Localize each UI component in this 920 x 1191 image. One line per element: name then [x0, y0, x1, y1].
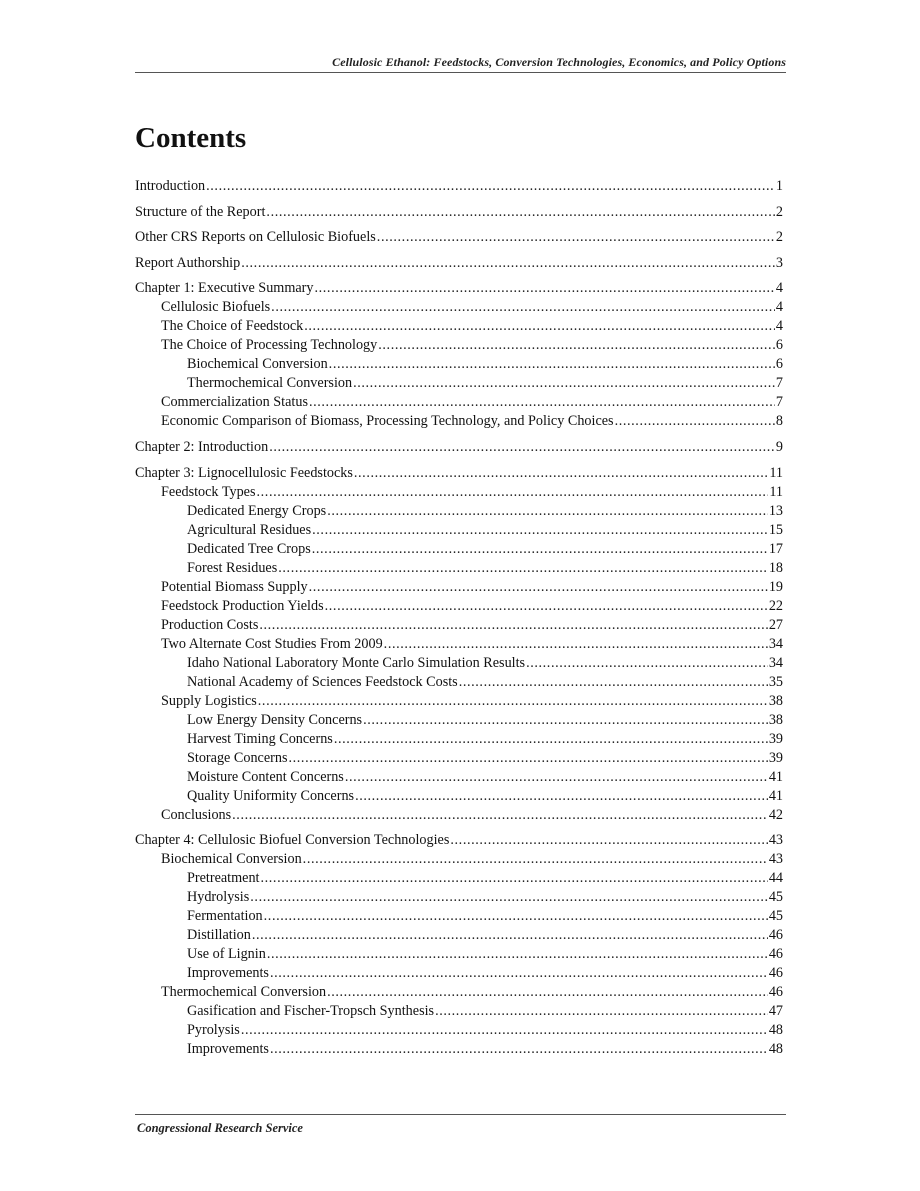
toc-entry[interactable] [135, 393, 783, 412]
toc-entry-page-number: 46 [768, 984, 783, 1001]
toc-entry-page-number: 19 [768, 578, 783, 595]
toc-entry[interactable] [135, 926, 783, 945]
toc-entry[interactable] [135, 228, 783, 247]
toc-entry-label: Harvest Timing Concerns [187, 730, 333, 747]
toc-dot-leader [267, 945, 768, 964]
toc-dot-leader [257, 483, 769, 502]
toc-dot-leader [206, 177, 775, 196]
toc-entry-page-number: 22 [768, 597, 783, 614]
toc-entry-page-number: 34 [768, 654, 783, 671]
toc-entry-label: Distillation [187, 927, 251, 944]
toc-dot-leader [259, 616, 767, 635]
toc-entry-label: Structure of the Report [135, 203, 266, 220]
toc-entry[interactable] [135, 888, 783, 907]
toc-dot-leader [325, 597, 768, 616]
toc-dot-leader [270, 1040, 768, 1059]
toc-entry-label: Economic Comparison of Biomass, Processing Technology, and Policy Choices [161, 413, 614, 430]
toc-dot-leader [450, 831, 767, 850]
toc-entry-label: Forest Residues [187, 559, 278, 576]
toc-entry-page-number: 4 [775, 280, 783, 297]
toc-dot-leader [354, 464, 768, 483]
toc-entry[interactable] [135, 711, 783, 730]
toc-entry-page-number: 43 [768, 832, 783, 849]
toc-entry-page-number: 34 [768, 635, 783, 652]
toc-entry-page-number: 6 [775, 356, 783, 373]
toc-entry-label: Idaho National Laboratory Monte Carlo Simulation Results [187, 654, 526, 671]
toc-entry-label: Quality Uniformity Concerns [187, 787, 355, 804]
toc-entry-page-number: 7 [775, 375, 783, 392]
toc-entry[interactable] [135, 254, 783, 273]
toc-entry[interactable] [135, 1021, 783, 1040]
toc-entry[interactable] [135, 355, 783, 374]
toc-dot-leader [312, 521, 768, 540]
toc-entry[interactable] [135, 521, 783, 540]
running-header: Cellulosic Ethanol: Feedstocks, Conversion Technologies, Economics, and Policy Options [332, 55, 786, 69]
toc-entry-page-number: 2 [775, 229, 783, 246]
toc-entry-label: Fermentation [187, 908, 263, 925]
toc-entry-label: Chapter 2: Introduction [135, 438, 269, 455]
toc-dot-leader [314, 279, 774, 298]
toc-entry[interactable] [135, 203, 783, 222]
toc-entry-page-number: 18 [768, 559, 783, 576]
toc-entry-label: Feedstock Production Yields [161, 597, 324, 614]
toc-dot-leader [304, 317, 775, 336]
toc-entry-label: Chapter 4: Cellulosic Biofuel Conversion Technologies [135, 832, 450, 849]
toc-entry-page-number: 4 [775, 318, 783, 335]
toc-entry[interactable] [135, 483, 783, 502]
toc-entry-label: Supply Logistics [161, 692, 257, 709]
toc-dot-leader [241, 254, 775, 273]
toc-entry-page-number: 11 [769, 483, 783, 500]
toc-entry[interactable] [135, 787, 783, 806]
toc-dot-leader [303, 850, 768, 869]
toc-entry-label: Moisture Content Concerns [187, 768, 344, 785]
toc-entry-page-number: 1 [775, 178, 783, 194]
toc-entry-label: Introduction [135, 178, 206, 194]
toc-entry-page-number: 42 [768, 806, 783, 823]
toc-entry-page-number: 9 [775, 438, 783, 455]
toc-entry-label: Storage Concerns [187, 749, 288, 766]
toc-entry[interactable] [135, 964, 783, 983]
toc-entry-page-number: 38 [768, 711, 783, 728]
toc-entry-label: Cellulosic Biofuels [161, 299, 271, 316]
toc-entry-label: Dedicated Tree Crops [187, 540, 311, 557]
toc-entry-label: Thermochemical Conversion [161, 984, 327, 1001]
toc-entry-label: Improvements [187, 1041, 269, 1058]
toc-entry[interactable] [135, 438, 783, 457]
toc-entry-label: Chapter 1: Executive Summary [135, 280, 314, 297]
toc-dot-leader [435, 1002, 768, 1021]
toc-dot-leader [378, 336, 775, 355]
toc-entry-label: Conclusions [161, 806, 232, 823]
toc-dot-leader [353, 374, 775, 393]
toc-entry-label: Two Alternate Cost Studies From 2009 [161, 635, 383, 652]
toc-dot-leader [232, 806, 768, 825]
toc-dot-leader [377, 228, 775, 247]
toc-entry-label: Other CRS Reports on Cellulosic Biofuels [135, 229, 376, 246]
toc-entry-label: Pretreatment [187, 870, 260, 887]
toc-entry[interactable] [135, 559, 783, 578]
toc-entry-page-number: 46 [768, 927, 783, 944]
toc-dot-leader [288, 749, 767, 768]
toc-entry-label: The Choice of Processing Technology [161, 337, 378, 354]
toc-entry-label: National Academy of Sciences Feedstock Costs [187, 673, 458, 690]
toc-entry-label: Use of Lignin [187, 946, 266, 963]
toc-dot-leader [278, 559, 768, 578]
toc-entry[interactable] [135, 831, 783, 850]
toc-dot-leader [260, 869, 767, 888]
toc-dot-leader [345, 768, 768, 787]
toc-entry-page-number: 38 [768, 692, 783, 709]
toc-entry-page-number: 35 [768, 673, 783, 690]
toc-dot-leader [270, 964, 768, 983]
toc-entry-label: Thermochemical Conversion [187, 375, 353, 392]
toc-entry-label: Hydrolysis [187, 889, 250, 906]
toc-entry[interactable] [135, 298, 783, 317]
toc-entry-page-number: 2 [775, 203, 783, 220]
toc-entry-label: Pyrolysis [187, 1022, 240, 1039]
toc-entry[interactable] [135, 1040, 783, 1059]
toc-entry[interactable] [135, 673, 783, 692]
toc-entry-label: Low Energy Density Concerns [187, 711, 363, 728]
toc-entry-page-number: 44 [768, 870, 783, 887]
toc-dot-leader [459, 673, 768, 692]
toc-entry[interactable] [135, 540, 783, 559]
toc-dot-leader [363, 711, 768, 730]
toc-dot-leader [309, 578, 768, 597]
toc-entry-label: Dedicated Energy Crops [187, 502, 327, 519]
toc-entry-page-number: 17 [768, 540, 783, 557]
toc-entry[interactable] [135, 412, 783, 431]
toc-entry-page-number: 45 [768, 889, 783, 906]
toc-entry[interactable] [135, 654, 783, 673]
toc-entry-label: Biochemical Conversion [161, 851, 302, 868]
toc-entry-page-number: 3 [775, 254, 783, 271]
toc-dot-leader [312, 540, 768, 559]
toc-entry[interactable] [135, 464, 783, 483]
toc-entry-page-number: 48 [768, 1022, 783, 1039]
toc-entry[interactable] [135, 616, 783, 635]
toc-entry-page-number: 46 [768, 965, 783, 982]
toc-entry-page-number: 7 [775, 394, 783, 411]
toc-entry[interactable] [135, 502, 783, 521]
toc-entry-label: Feedstock Types [161, 483, 256, 500]
toc-entry-page-number: 43 [768, 851, 783, 868]
toc-entry-label: The Choice of Feedstock [161, 318, 304, 335]
toc-entry[interactable] [135, 177, 783, 196]
toc-entry-page-number: 13 [768, 502, 783, 519]
running-footer: Congressional Research Service [137, 1121, 303, 1135]
toc-entry-label: Chapter 3: Lignocellulosic Feedstocks [135, 464, 353, 481]
toc-entry[interactable] [135, 336, 783, 355]
toc-dot-leader [327, 502, 768, 521]
toc-dot-leader [309, 393, 775, 412]
toc-dot-leader [384, 635, 768, 654]
toc-entry-page-number: 11 [769, 464, 783, 481]
toc-entry[interactable] [135, 692, 783, 711]
toc-dot-leader [327, 983, 768, 1002]
toc-entry-label: Production Costs [161, 616, 259, 633]
toc-entry-page-number: 48 [768, 1041, 783, 1058]
toc-entry-page-number: 39 [768, 749, 783, 766]
toc-entry[interactable] [135, 578, 783, 597]
toc-entry-page-number: 46 [768, 946, 783, 963]
toc-dot-leader [526, 654, 768, 673]
toc-entry-page-number: 4 [775, 299, 783, 316]
toc-dot-leader [264, 907, 768, 926]
toc-entry-label: Report Authorship [135, 254, 241, 271]
toc-entry-page-number: 27 [768, 616, 783, 633]
header-rule [135, 72, 786, 73]
toc-entry[interactable] [135, 806, 783, 825]
toc-entry-page-number: 47 [768, 1003, 783, 1020]
toc-entry[interactable] [135, 850, 783, 869]
toc-entry[interactable] [135, 768, 783, 787]
toc-entry[interactable] [135, 945, 783, 964]
toc-entry[interactable] [135, 1002, 783, 1021]
toc-entry-label: Gasification and Fischer-Tropsch Synthesis [187, 1003, 435, 1020]
toc-entry-label: Improvements [187, 965, 269, 982]
toc-entry[interactable] [135, 279, 783, 298]
toc-entry-page-number: 6 [775, 337, 783, 354]
toc-entry[interactable] [135, 749, 783, 768]
toc-entry[interactable] [135, 597, 783, 616]
toc-entry[interactable] [135, 317, 783, 336]
toc-entry-label: Agricultural Residues [187, 521, 312, 538]
toc-entry-label: Biochemical Conversion [187, 356, 328, 373]
toc-entry[interactable] [135, 730, 783, 749]
toc-entry[interactable] [135, 983, 783, 1002]
toc-entry[interactable] [135, 635, 783, 654]
toc-dot-leader [355, 787, 768, 806]
toc-dot-leader [269, 438, 775, 457]
toc-dot-leader [258, 692, 768, 711]
toc-dot-leader [615, 412, 775, 431]
toc-dot-leader [329, 355, 775, 374]
toc-entry-page-number: 41 [768, 787, 783, 804]
page-title: Contents [135, 122, 247, 154]
toc-dot-leader [271, 298, 775, 317]
toc-entry-page-number: 39 [768, 730, 783, 747]
toc-entry-page-number: 41 [768, 768, 783, 785]
toc-dot-leader [241, 1021, 768, 1040]
toc-entry-label: Commercialization Status [161, 394, 308, 411]
toc-entry[interactable] [135, 869, 783, 888]
toc-entry[interactable] [135, 374, 783, 393]
table-of-contents [135, 177, 783, 1059]
toc-entry-label: Potential Biomass Supply [161, 578, 308, 595]
toc-dot-leader [250, 888, 768, 907]
toc-dot-leader [252, 926, 768, 945]
toc-entry-page-number: 45 [768, 908, 783, 925]
footer-rule [135, 1114, 786, 1115]
toc-entry-page-number: 8 [775, 413, 783, 430]
toc-dot-leader [266, 203, 774, 222]
toc-entry-page-number: 15 [768, 521, 783, 538]
toc-entry[interactable] [135, 907, 783, 926]
toc-dot-leader [334, 730, 768, 749]
